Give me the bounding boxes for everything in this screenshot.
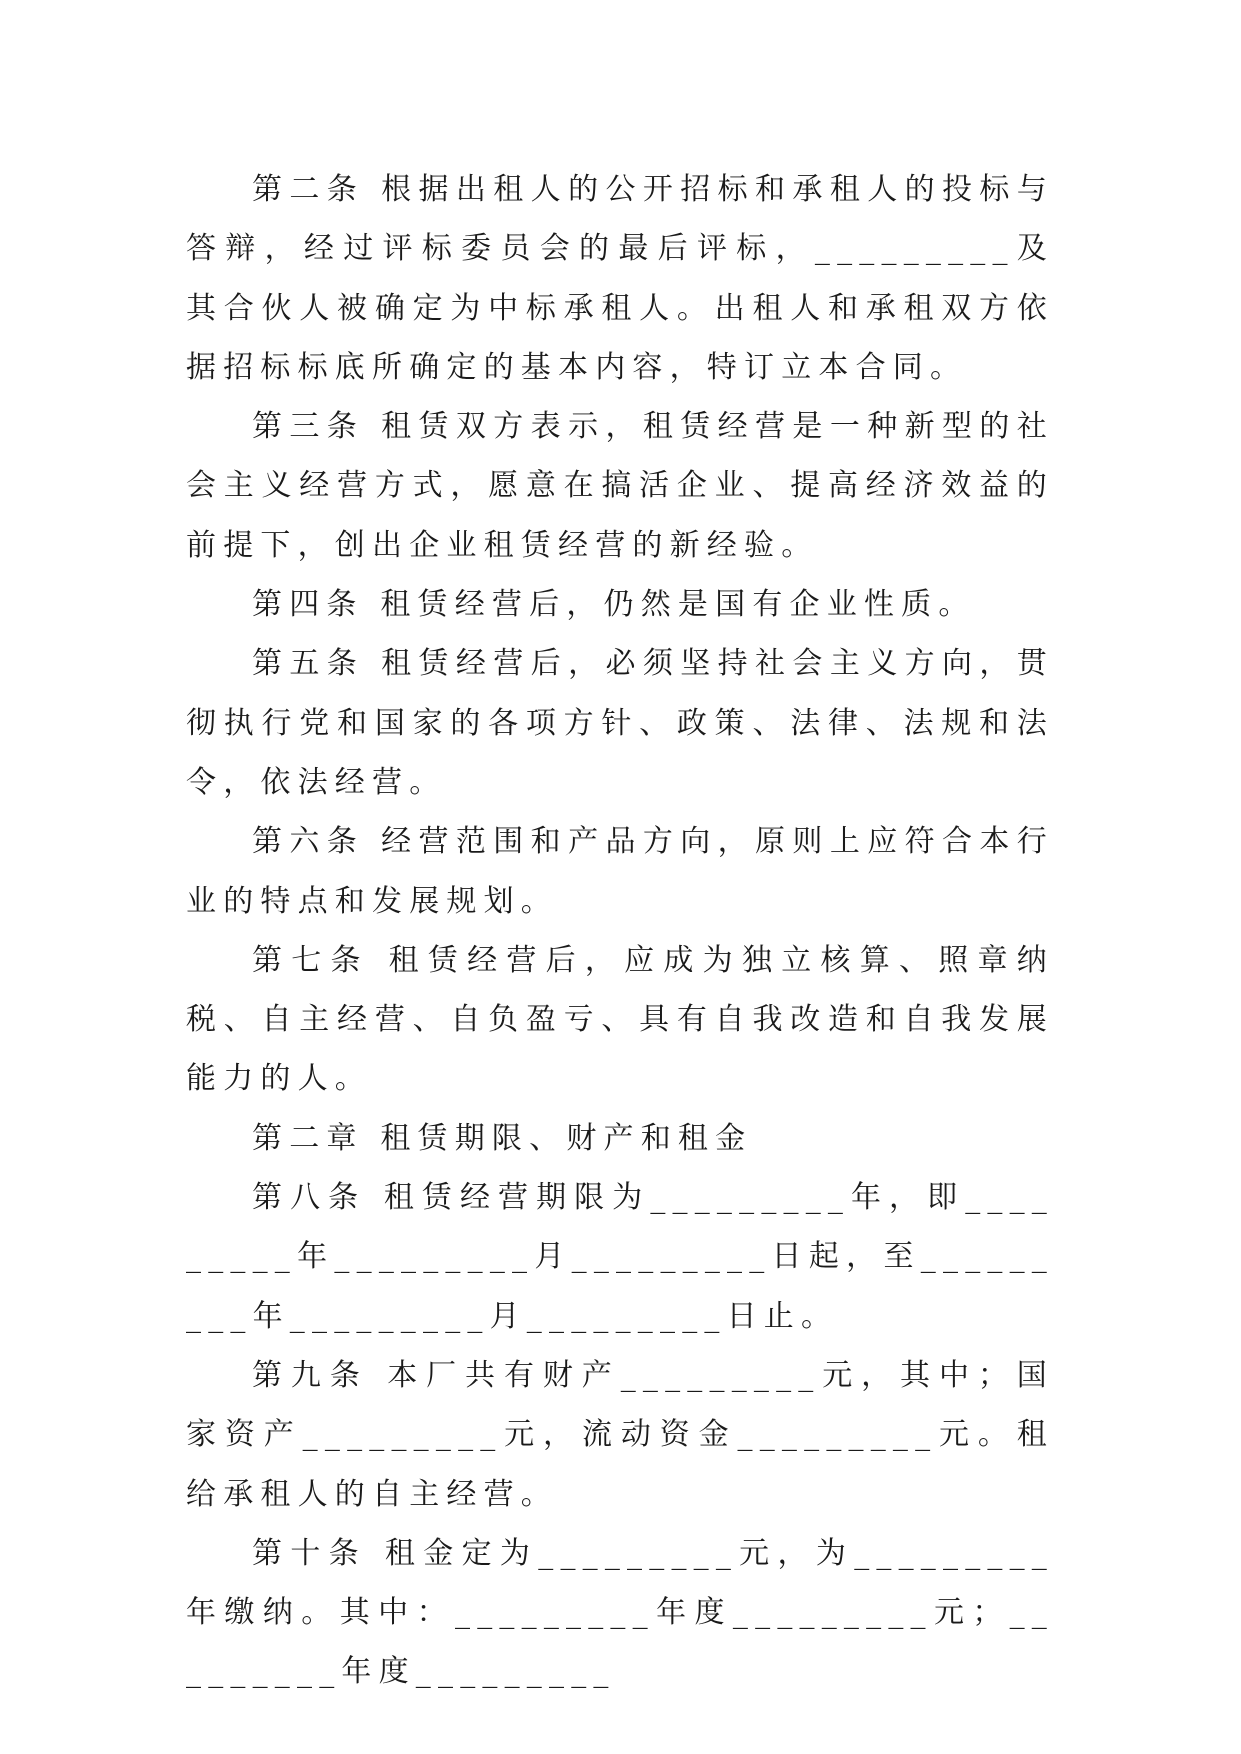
article-6-paragraph: 第六条 经营范围和产品方向，原则上应符合本行业的特点和发展规划。 bbox=[186, 824, 1054, 919]
article-5-paragraph: 第五条 租赁经营后，必须坚持社会主义方向，贯彻执行党和国家的各项方针、政策、法律、法规和法令，依法经营。 bbox=[186, 646, 1054, 800]
chapter-2-heading: 第二章 租赁期限、财产和租金 bbox=[252, 1120, 753, 1156]
article-9-paragraph: 第九条 本厂共有财产_________元，其中；国家资产_________元，流动资金_________元。租给承租人的自主经营。 bbox=[186, 1357, 1054, 1512]
article-2-paragraph: 第二条 根据出租人的公开招标和承租人的投标与答辩，经过评标委员会的最后评标，_________及其合伙人被确定为中标承租人。出租人和承租双方依据招标标底所确定的基本内容，特订立本合同。 bbox=[186, 172, 1054, 385]
article-10-paragraph: 第十条 租金定为_________元，为_________年缴纳。其中：_________年度_________元；_________年度_________ bbox=[186, 1535, 1054, 1690]
article-8-paragraph: 第八条 租赁经营期限为_________年，即_________年_________月_________日起，至_________年_________月_________日止。 bbox=[186, 1180, 1054, 1334]
article-4-paragraph: 第四条 租赁经营后，仍然是国有企业性质。 bbox=[252, 587, 976, 623]
contract-body bbox=[186, 160, 1054, 1702]
article-7-paragraph: 第七条 租赁经营后，应成为独立核算、照章纳税、自主经营、自负盈亏、具有自我改造和自我发展能力的人。 bbox=[186, 942, 1054, 1097]
article-3-paragraph: 第三条 租赁双方表示，租赁经营是一种新型的社会主义经营方式，愿意在搞活企业、提高经济效益的前提下，创出企业租赁经营的新经验。 bbox=[186, 409, 1054, 563]
